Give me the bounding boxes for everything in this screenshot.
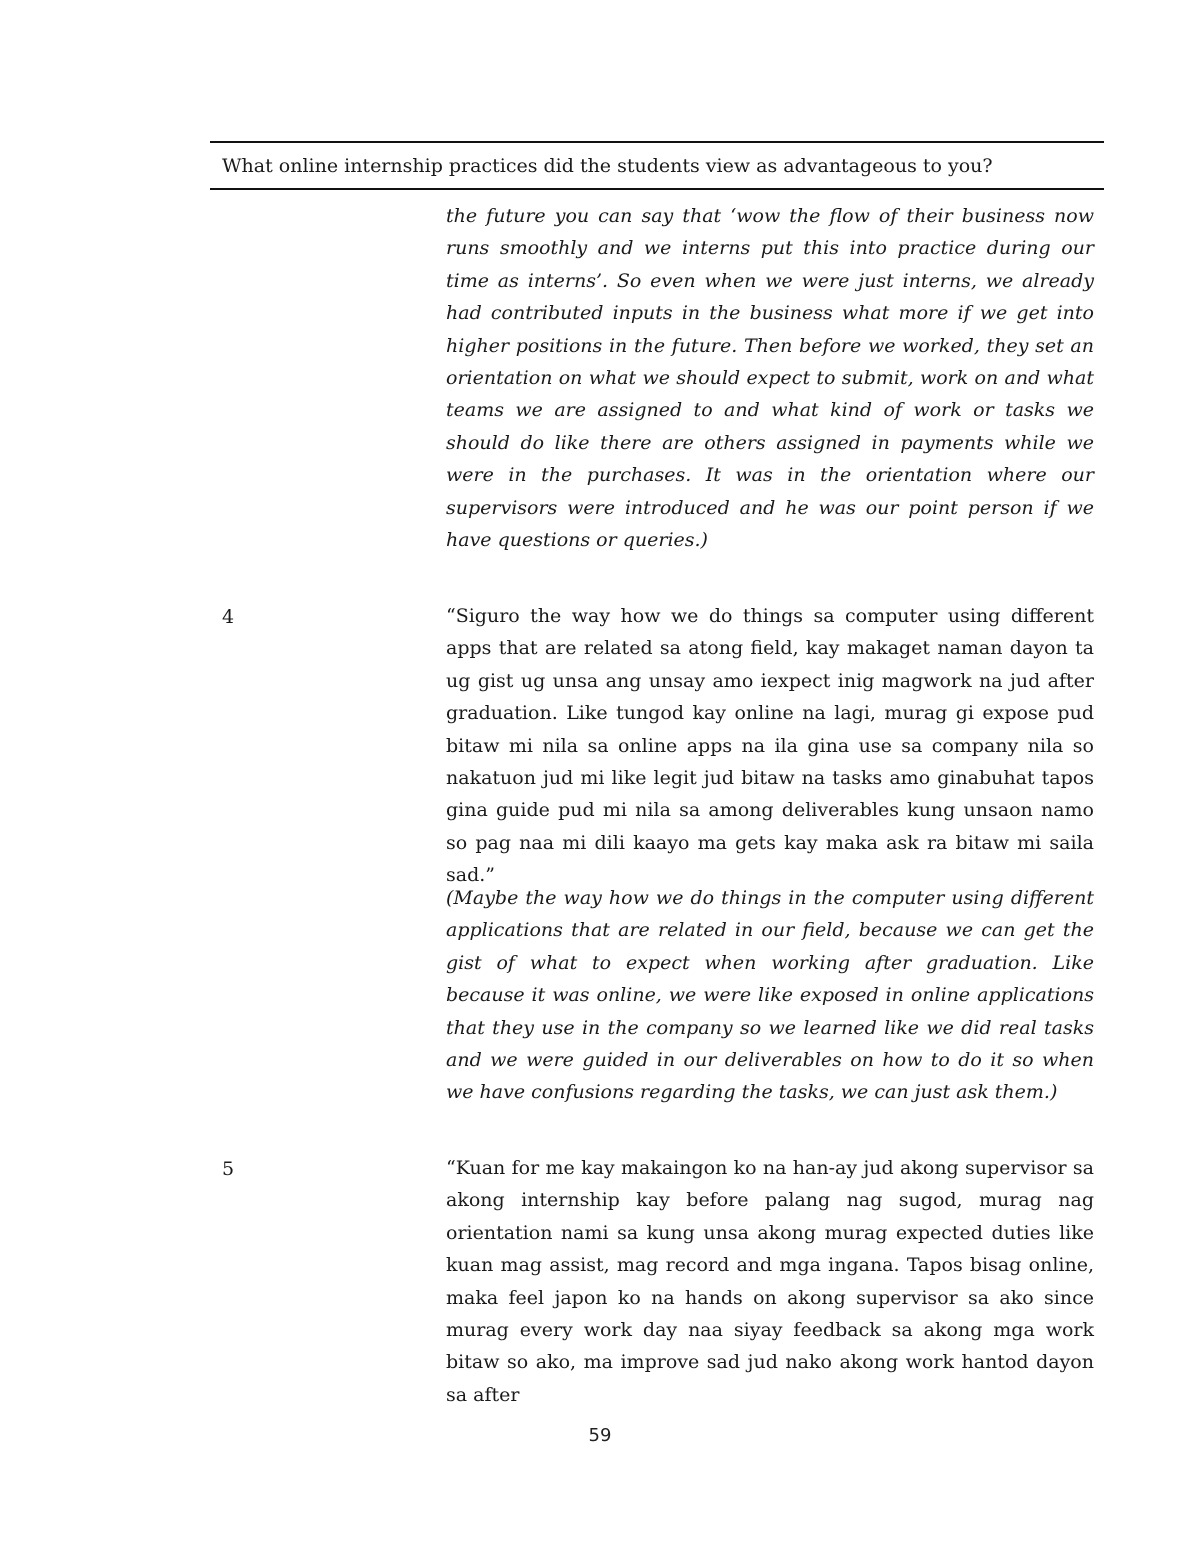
table-header-rule [210, 188, 1104, 190]
page-number: 59 [588, 1425, 612, 1446]
row-4-translation: (Maybe the way how we do things in the computer using different applications that are related in our field, because we can get the gist of what to expect when working after graduation. Like because it was online, we were like exposed in online applications that they use in the company so we learned like we did real tasks and we were guided in our deliverables on how to do it so when we have confusions regarding the tasks, we can just ask them.) [446, 887, 1094, 1104]
table-top-rule [210, 141, 1104, 143]
row-5-number: 5 [222, 1158, 235, 1180]
row-4-number: 4 [222, 606, 235, 628]
row-4-response: “Siguro the way how we do things sa computer using different apps that are related sa atong field, kay makaget naman dayon ta ug gist ug unsa ang unsay amo iexpect inig magwork na jud after graduation. Like tungod kay online na lagi, murag gi expose pud bitaw mi nila sa online apps na ila gina use sa company nila so nakatuon jud mi like legit jud bitaw na tasks amo ginabuhat tapos gina guide pud mi nila sa among deliverables kung unsaon namo so pag naa mi dili kaayo ma gets kay maka ask ra bitaw mi saila sad.” [446, 605, 1094, 887]
row-5-response: “Kuan for me kay makaingon ko na han-ay jud akong supervisor sa akong internship kay before palang nag sugod, murag nag orientation nami sa kung unsa akong murag expected duties like kuan mag assist, mag record and mga ingana. Tapos bisag online, maka feel japon ko na hands on akong supervisor sa ako since murag every work day naa siyay feedback sa akong mga work bitaw so ako, ma improve sad jud nako akong work hantod dayon sa after [446, 1157, 1094, 1406]
table-header: What online internship practices did the students view as advantageous to you? [222, 155, 993, 177]
row-3-translation-continued: the future you can say that ‘wow the flow of their business now runs smoothly and we interns put this into practice during our time as interns’. So even when we were just interns, we already had contributed inputs in the business what more if we get into higher positions in the future. Then before we worked, they set an orientation on what we should expect to submit, work on and what teams we are assigned to and what kind of work or tasks we should do like there are others assigned in payments while we were in the purchases. It was in the orientation where our supervisors were introduced and he was our point person if we have questions or queries.) [446, 205, 1094, 552]
